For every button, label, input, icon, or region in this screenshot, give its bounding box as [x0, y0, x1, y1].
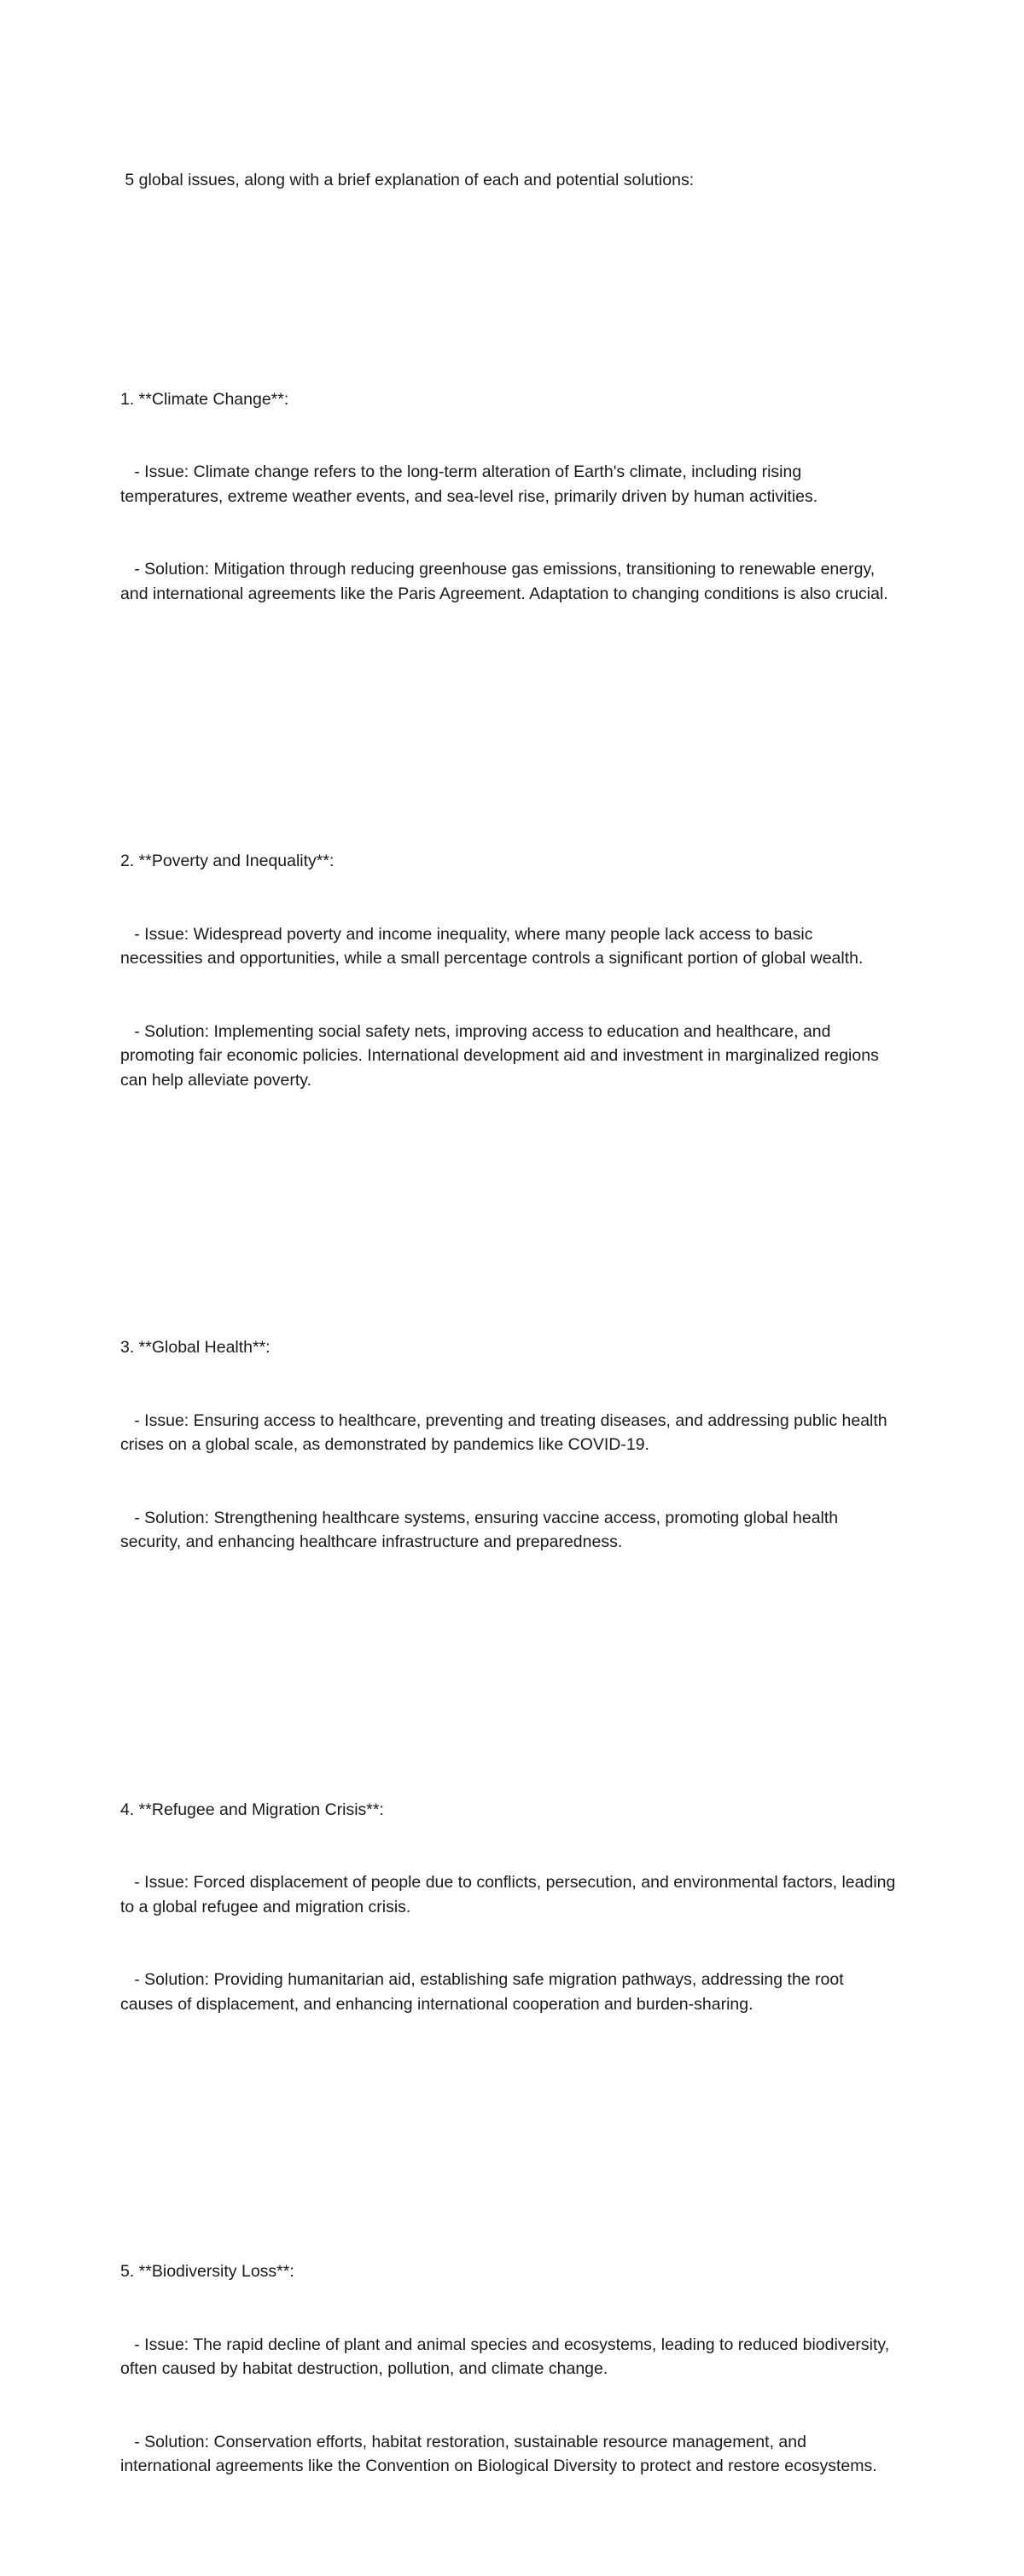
spacer	[120, 1189, 897, 1214]
spacer	[120, 241, 897, 266]
issue-section-3	[120, 1287, 897, 1603]
solution-description: - Solution: Strengthening healthcare systems, ensuring vaccine access, promoting global health security, and enhancing healthcare infrastructure and preparedness.	[120, 1508, 843, 1551]
issue-heading: 4. **Refugee and Migration Crisis**:	[120, 1800, 384, 1819]
issue-description: - Issue: Ensuring access to healthcare, preventing and treating diseases, and addressing public health crises on a global scale, as demonstrated by pandemics like COVID-19.	[120, 1410, 893, 1454]
intro-text: 5 global issues, along with a brief explanation of each and potential solutions:	[120, 171, 695, 189]
issue-section-2	[120, 800, 897, 1141]
issue-description: - Issue: Forced displacement of people due to conflicts, persecution, and environmental factors, leading to a global refugee and migration crisis.	[120, 1873, 900, 1916]
solution-description: - Solution: Conservation efforts, habitat restoration, sustainable resource management, and international agreements like the Convention on Biological Diversity to protect and restore ecosystems.	[120, 2432, 877, 2475]
issue-section-4	[120, 1749, 900, 2066]
solution-description: - Solution: Providing humanitarian aid, establishing safe migration pathways, addressing the root causes of displacement, and enhancing international cooperation and burden-sharing.	[120, 1970, 849, 2014]
solution-description: - Solution: Mitigation through reducing greenhouse gas emissions, transitioning to renewable energy, and international agreements like the Paris Agreement. Adaptation to changing conditions is also crucial.	[120, 560, 888, 603]
spacer	[120, 2114, 897, 2138]
issue-heading: 1. **Climate Change**:	[120, 389, 289, 409]
issue-heading: 2. **Poverty and Inequality**:	[120, 852, 335, 870]
solution-description: - Solution: Implementing social safety nets, improving access to education and healthcare, and promoting fair economic policies. International development aid and investment in marginalized regions can help alleviate poverty.	[120, 1021, 884, 1090]
spacer	[120, 703, 897, 728]
issue-section-5	[120, 2211, 897, 2527]
issue-description: - Issue: Widespread poverty and income inequality, where many people lack access to basic necessities and opportunities, while a small percentage controls a significant portion of global wealth.	[120, 924, 864, 968]
issue-description: - Issue: Climate change refers to the long-term alteration of Earth's climate, including rising temperatures, extreme weather events, and sea-level rise, primarily driven by human activities.	[120, 462, 818, 506]
issue-description: - Issue: The rapid decline of plant and animal species and ecosystems, leading to reduced biodiversity, often caused by habitat destruction, pollution, and climate change.	[120, 2335, 894, 2378]
issue-section-1	[120, 339, 897, 655]
issue-heading: 3. **Global Health**:	[120, 1338, 271, 1357]
document-body	[120, 119, 900, 2576]
issue-heading: 5. **Biodiversity Loss**:	[120, 2262, 294, 2281]
spacer	[120, 1652, 897, 1677]
